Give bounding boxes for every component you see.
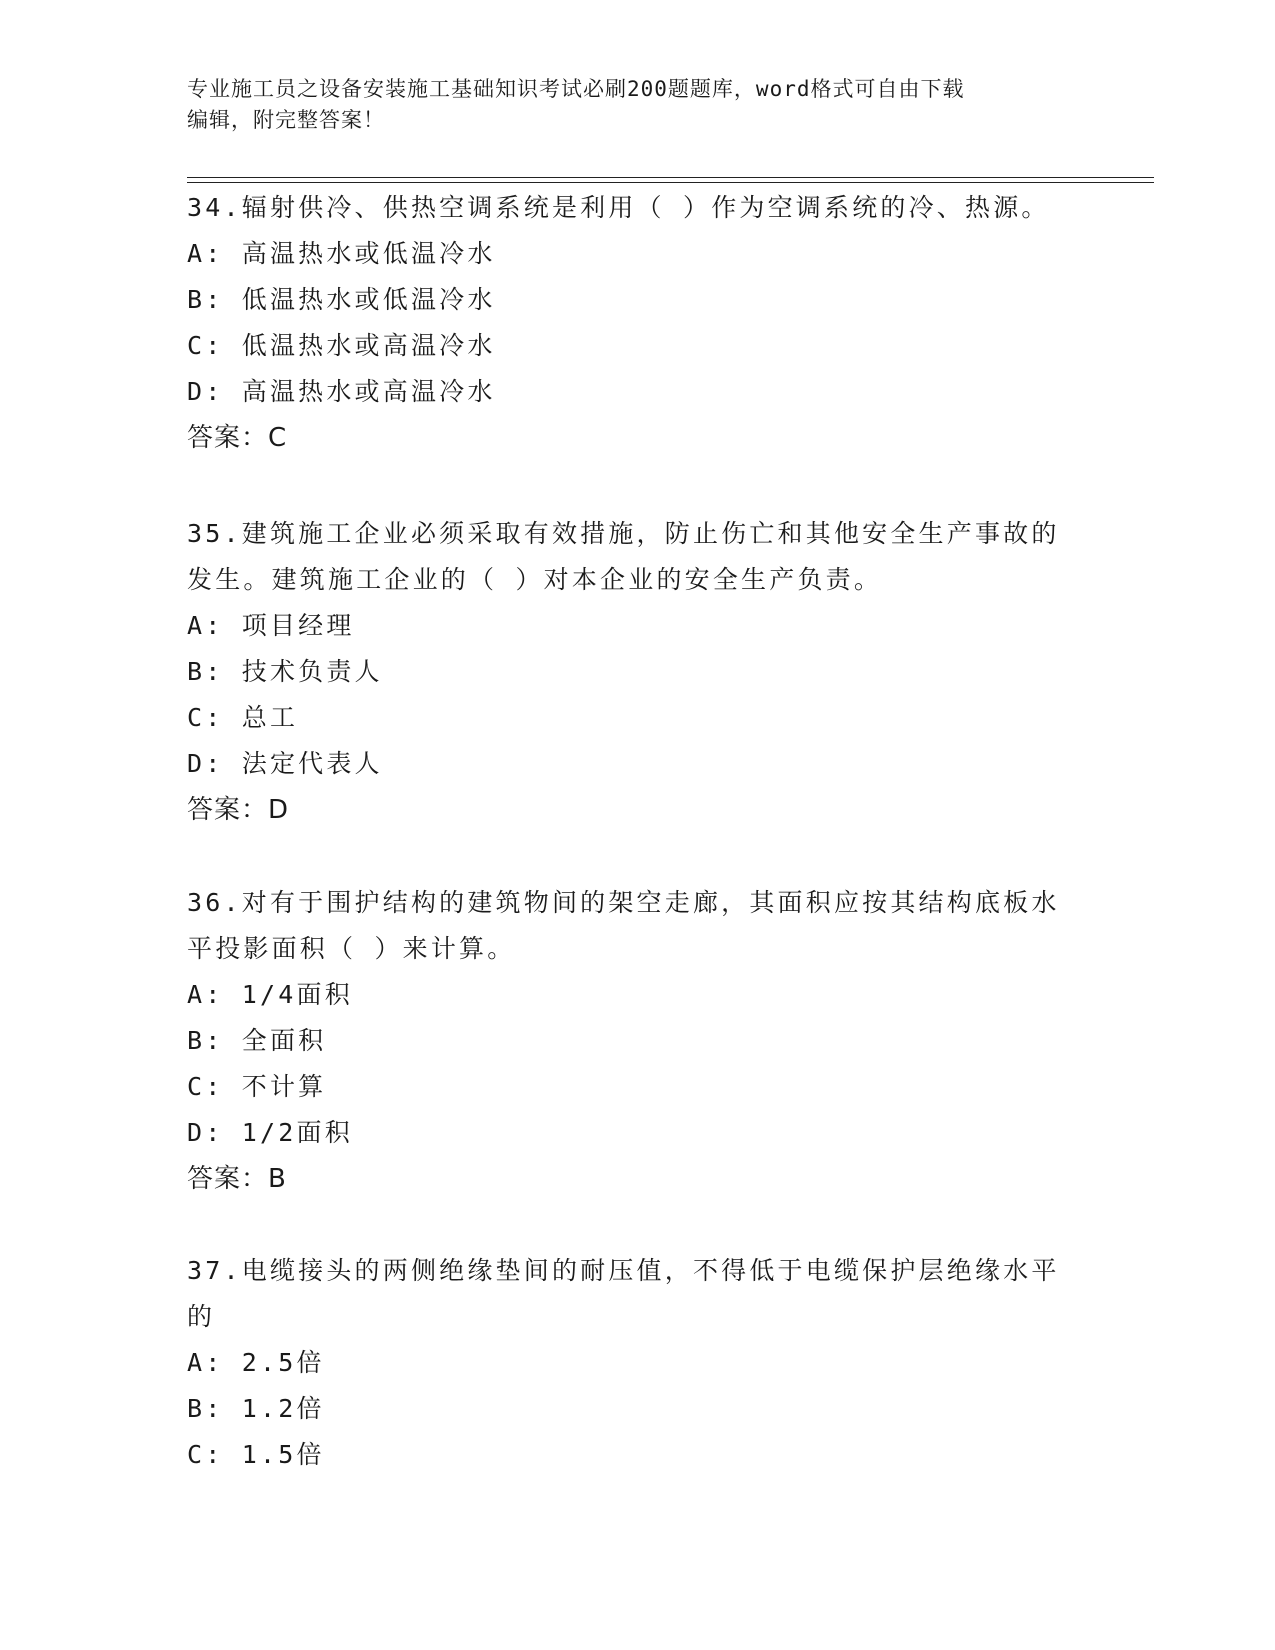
option-c: C: 不计算 xyxy=(187,1072,327,1101)
option-d: D: 法定代表人 xyxy=(187,749,383,778)
question-36 xyxy=(187,880,1087,1202)
option-b: B: 技术负责人 xyxy=(187,657,383,686)
question-stem: 36.对有于围护结构的建筑物间的架空走廊，其面积应按其结构底板水 xyxy=(187,888,1060,917)
option-b: B: 低温热水或低温冷水 xyxy=(187,285,496,314)
option-a: A: 高温热水或低温冷水 xyxy=(187,239,496,268)
option-a: A: 1/4面积 xyxy=(187,980,353,1009)
option-a: A: 2.5倍 xyxy=(187,1348,325,1377)
question-stem: 34.辐射供冷、供热空调系统是利用（ ）作为空调系统的冷、热源。 xyxy=(187,193,1050,222)
option-c: C: 低温热水或高温冷水 xyxy=(187,331,496,360)
header-line-1: 专业施工员之设备安装施工基础知识考试必刷200题题库，word格式可自由下载 xyxy=(187,77,965,101)
question-stem: 平投影面积（ ）来计算。 xyxy=(187,934,516,963)
header-line-2: 编辑，附完整答案！ xyxy=(187,108,385,132)
header-rule-top xyxy=(187,177,1154,178)
question-37 xyxy=(187,1248,1087,1478)
option-b: B: 全面积 xyxy=(187,1026,327,1055)
question-34 xyxy=(187,185,1087,461)
answer: 答案：D xyxy=(187,795,290,825)
answer: 答案：C xyxy=(187,423,288,453)
question-35 xyxy=(187,511,1087,833)
question-stem: 35.建筑施工企业必须采取有效措施，防止伤亡和其他安全生产事故的 xyxy=(187,519,1060,548)
option-c: C: 总工 xyxy=(187,703,299,732)
answer: 答案：B xyxy=(187,1164,287,1194)
option-a: A: 项目经理 xyxy=(187,611,355,640)
option-b: B: 1.2倍 xyxy=(187,1394,325,1423)
header-rule-bottom xyxy=(187,182,1154,183)
option-c: C: 1.5倍 xyxy=(187,1440,325,1469)
document-header xyxy=(187,74,1087,136)
question-stem: 37.电缆接头的两侧绝缘垫间的耐压值，不得低于电缆保护层绝缘水平 xyxy=(187,1256,1060,1285)
question-stem: 发生。建筑施工企业的（ ）对本企业的安全生产负责。 xyxy=(187,565,883,594)
option-d: D: 1/2面积 xyxy=(187,1118,353,1147)
option-d: D: 高温热水或高温冷水 xyxy=(187,377,496,406)
question-stem: 的 xyxy=(187,1302,216,1331)
